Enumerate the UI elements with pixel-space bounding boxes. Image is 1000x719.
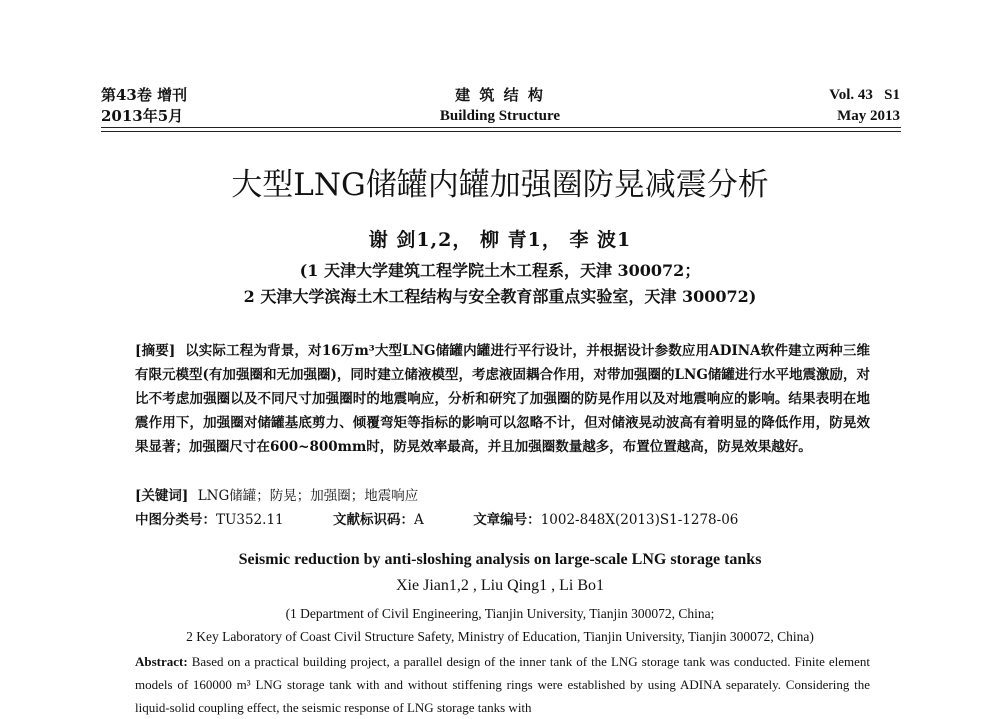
doc-code-value: A (414, 512, 424, 528)
abstract-en (135, 650, 870, 719)
abstract-cn (135, 339, 870, 459)
journal-date-cn: 2013年5月 (101, 107, 184, 125)
header-rule-thin (101, 131, 901, 132)
affiliation-en-1: (1 Department of Civil Engineering, Tianjin University, Tianjin 300072, China; (285, 606, 715, 621)
article-number-value: 1002-848X(2013)S1-1278-06 (540, 512, 739, 528)
journal-name-cn: 建 筑 结 构 (455, 86, 545, 104)
header-rule (101, 127, 901, 128)
affiliation-en-2: 2 Key Laboratory of Coast Civil Structure Safety, Ministry of Education, Tianjin University, Tianjin 300072, China) (186, 629, 814, 644)
clc-label: 中图分类号： (135, 512, 216, 528)
journal-volume-cn: 第43卷 增刊 (101, 86, 188, 104)
keywords-cn-text: LNG储罐；防晃；加强圈；地震响应 (197, 488, 419, 504)
journal-date-en: May 2013 (837, 108, 900, 124)
paper-title-cn: 大型LNG储罐内罐加强圈防晃减震分析 (231, 167, 769, 203)
abstract-cn-text: 以实际工程为背景，对16万m³大型LNG储罐内罐进行平行设计，并根据设计参数应用ADINA软件建立两种三维有限元模型(有加强圈和无加强圈)，同时建立储液模型，考虑液固耦合作用，对带加强圈的LNG储罐进行水平地震激励，对比不考虑加强圈以及不同尺寸加强圈时的地震响应，分析和研究了加强圈的防晃作用以及对地震响应的影响。结果表明在地震作用下，加强圈对储罐基底剪力、倾覆弯矩等指标的影响可以忽略不计，但对储液晃动波高有着明显的降低作用，防晃效果显著；加强圈尺寸在600~800mm时，防晃效率最高，并且加强圈数量越多，布置位置越高，防晃效果越好。 (135, 343, 871, 455)
affiliation-cn-2: 2 天津大学滨海土木工程结构与安全教育部重点实验室，天津 300072) (243, 287, 757, 306)
clc-value: TU352.11 (216, 512, 284, 528)
abstract-cn-label: [摘要] (135, 343, 176, 359)
abstract-en-label: Abstract: (135, 654, 188, 669)
doc-code-label: 文献标识码： (333, 512, 415, 528)
abstract-en-text: Based on a practical building project, a parallel design of the inner tank of the LNG storage tank was conducted. Finite element models of 160000 m³ LNG storage tank with and without stiffening rings were established by using ADINA separately. Considering the liquid-solid coupling effect, the seismic response of LNG storage tanks with (135, 654, 870, 715)
authors-cn: 谢 剑1,2， 柳 青1， 李 波1 (368, 229, 632, 251)
classification-line (135, 509, 870, 531)
affiliation-cn-1: (1 天津大学建筑工程学院土木工程系，天津 300072； (299, 261, 701, 280)
article-number-label: 文章编号： (473, 512, 541, 528)
authors-en: Xie Jian1,2 , Liu Qing1 , Li Bo1 (396, 577, 604, 594)
paper-title-en: Seismic reduction by anti-sloshing analysis on large-scale LNG storage tanks (238, 551, 762, 568)
journal-name-en: Building Structure (439, 108, 561, 124)
keywords-cn (135, 485, 870, 507)
journal-volume-en: Vol. 43 S1 (829, 87, 900, 103)
keywords-cn-label: [关键词] (135, 488, 189, 504)
